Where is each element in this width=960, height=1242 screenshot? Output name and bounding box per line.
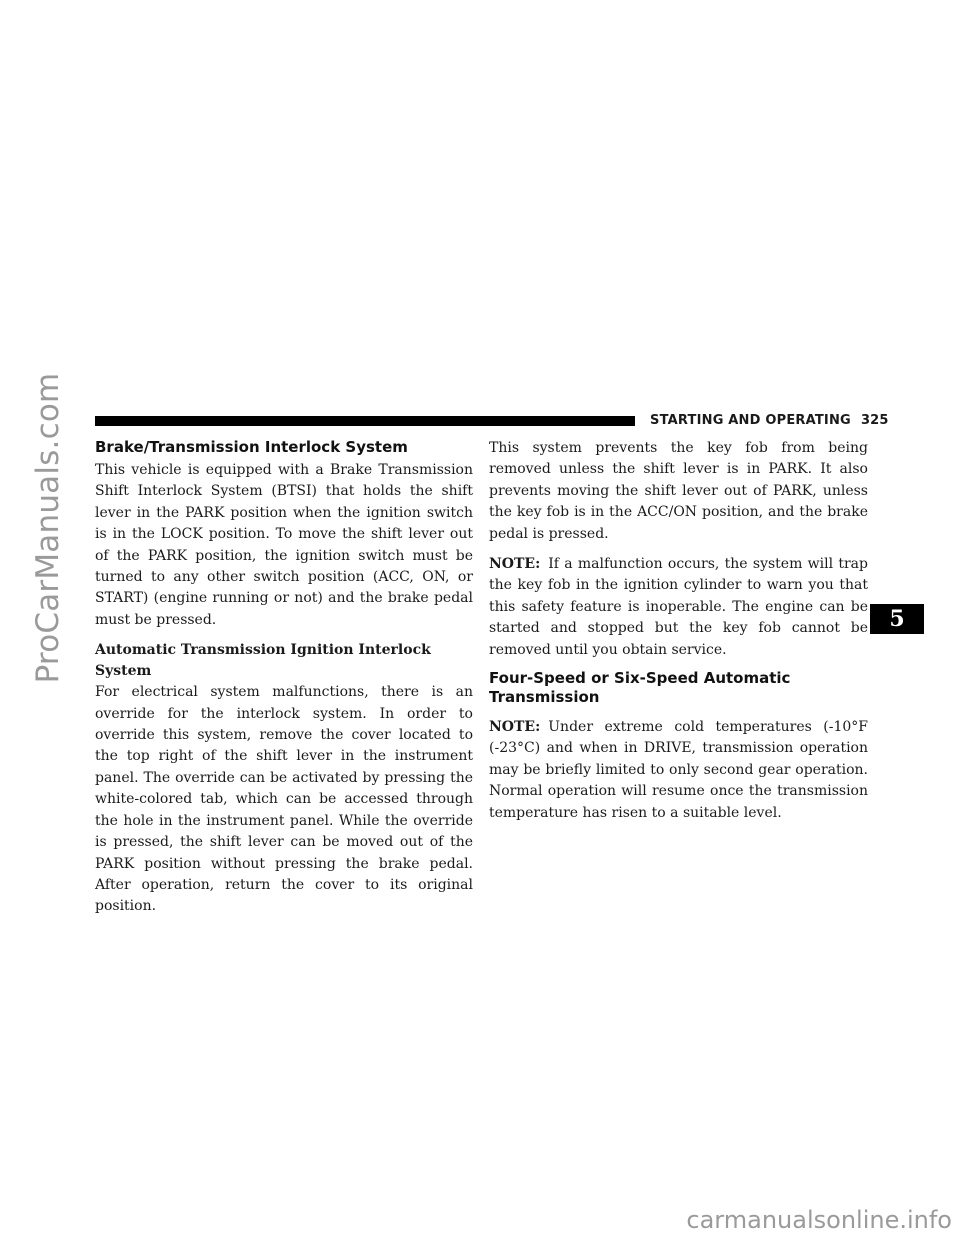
- header-rule: [95, 416, 635, 426]
- page-number: 325: [860, 413, 889, 428]
- running-header: [650, 413, 889, 428]
- note-malfunction: [489, 554, 868, 661]
- paragraph-override: For electrical system malfunctions, there is an override for the interlock system. In order to override this system, remove the cover located to the top right of the shift lever in the instrument panel. The override can be activated by pressing the white-colored tab, which can be accessed through the hole in the instrument panel. While the override is pressed, the shift lever can be moved out of the PARK position without pressing the brake pedal. After operation, return the cover to its original position.: [95, 684, 473, 915]
- note-text: Under extreme cold temperatures (-10°F (-23°C) and when in DRIVE, transmission operation may be briefly limited to only second gear operation. Normal operation will resume once the transmission temperature has risen to a suitable level.: [489, 719, 868, 821]
- note-label: NOTE:: [489, 719, 541, 736]
- watermark-text: ProCarManuals.com: [30, 372, 66, 684]
- chapter-tab: 5: [870, 604, 924, 634]
- left-column: [95, 438, 473, 927]
- right-column: [489, 438, 868, 833]
- section-heading-transmission: Four-Speed or Six-Speed Automatic Transmission: [489, 669, 791, 707]
- section-heading-interlock: Brake/Transmission Interlock System: [95, 438, 408, 456]
- subheading-ignition-interlock: Automatic Transmission Ignition Interlock System: [95, 642, 431, 680]
- paragraph-key-fob: This system prevents the key fob from being removed unless the shift lever is in PARK. It also prevents moving the shift lever out of PARK, unless the key fob is in the ACC/ON position, and the brake pedal is pressed.: [489, 440, 868, 542]
- note-cold-temperature: [489, 717, 868, 824]
- note-label: NOTE:: [489, 556, 541, 573]
- paragraph-btsi: This vehicle is equipped with a Brake Transmission Shift Interlock System (BTSI) that holds the shift lever in the PARK position when the ignition switch is in the LOCK position. To move the shift lever out of the PARK position, the ignition switch must be turned to any other switch position (ACC, ON, or START) (engine running or not) and the brake pedal must be pressed.: [95, 462, 473, 628]
- section-title: STARTING AND OPERATING: [650, 413, 851, 428]
- footer-watermark-link: carmanualsonline.info: [686, 1206, 952, 1234]
- note-text: If a malfunction occurs, the system will trap the key fob in the ignition cylinder to warn you that this safety feature is inoperable. The engine can be started and stopped but the key fob cannot be removed until you obtain service.: [489, 556, 868, 658]
